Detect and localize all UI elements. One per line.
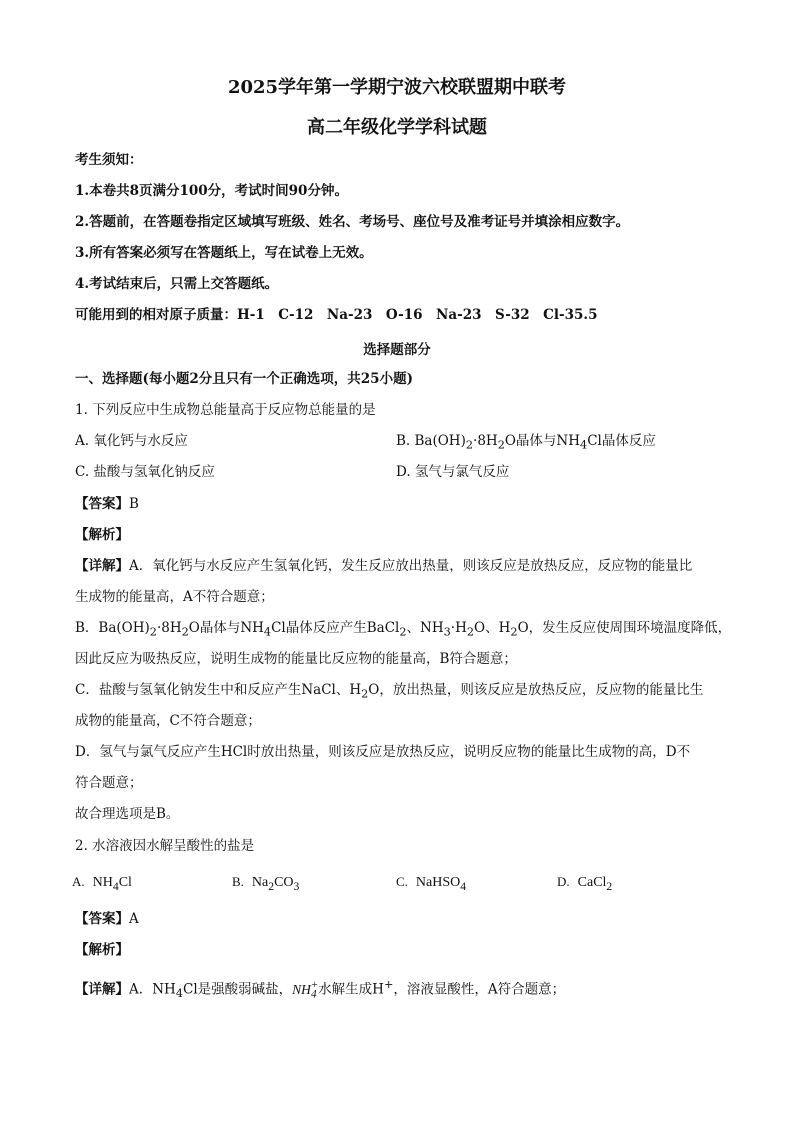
q2-detail-a: 【详解】A．$NH_4Cl$是强酸弱碱盐，$NH_4^+$水解生成H+，溶液显酸性，A符合题意； — [75, 978, 566, 1001]
q1-option-a: A. 氧化钙与水反应 — [75, 433, 188, 449]
q1-detail-a: 【详解】A．氧化钙与水反应产生氢氧化钙，发生反应放出热量，则该反应是放热反应，反应物的能量比 — [75, 558, 693, 574]
q1-answer: 【答案】B — [75, 496, 139, 512]
section-heading: 一、选择题(每小题2分且只有一个正确选项，共25小题) — [75, 371, 413, 387]
q2-analysis-tag: 【解析】 — [75, 942, 129, 958]
q1-detail-d-cont: 符合题意； — [75, 775, 143, 791]
q1-option-d: D. 氢气与氯气反应 — [396, 464, 510, 480]
section-part-label: 选择题部分 — [363, 342, 431, 358]
exam-subtitle: 高二年级化学学科试题 — [307, 117, 487, 138]
q2-option-b: B. $Na_2CO_3$ — [232, 874, 300, 893]
q1-option-c: C. 盐酸与氢氧化钠反应 — [75, 464, 215, 480]
q2-option-c: C. NaHSO$_4$ — [396, 874, 467, 893]
q1-stem: 1. 下列反应中生成物总能量高于反应物总能量的是 — [75, 402, 376, 418]
atomic-mass-line: 可能用到的相对原子质量：H-1 C-12 Na-23 O-16 Na-23 S-32 Cl-35.5 — [75, 307, 598, 323]
q2-stem: 2. 水溶液因水解呈酸性的盐是 — [75, 838, 255, 854]
q1-detail-b: B．$Ba(OH)_2\cdot 8H_2O$晶体与$NH_4Cl$晶体反应产生BaCl$_2$、$NH_3\cdot H_2O$、$H_2O$，发生反应使周围环境温度降低， — [75, 620, 732, 639]
notice-item: 2.答题前，在答题卷指定区域填写班级、姓名、考场号、座位号及准考证号并填涂相应数字。 — [75, 214, 630, 230]
q2-option-a: A. $NH_4Cl$ — [72, 874, 132, 893]
q1-detail-c: C．盐酸与氢氧化钠发生中和反应产生NaCl、$H_2O$，放出热量，则该反应是放热反应，反应物的能量比生 — [75, 682, 704, 701]
notice-item: 1.本卷共8页满分100分，考试时间90分钟。 — [75, 183, 348, 199]
q2-answer: 【答案】A — [75, 911, 139, 927]
notice-item: 4.考试结束后，只需上交答题纸。 — [75, 276, 279, 292]
q1-detail-d: D．氢气与氯气反应产生HCl时放出热量，则该反应是放热反应，说明反应物的能量比生成物的高，D不 — [75, 744, 691, 760]
notice-item: 3.所有答案必须写在答题纸上，写在试卷上无效。 — [75, 245, 373, 261]
notice-heading: 考生须知： — [75, 152, 143, 168]
q1-conclusion: 故合理选项是B。 — [75, 806, 180, 822]
q1-detail-a-cont: 生成物的能量高，A不符合题意； — [75, 589, 274, 605]
q1-detail-c-cont: 成物的能量高，C不符合题意； — [75, 713, 261, 729]
q1-option-b: B. $Ba(OH)_2\cdot 8H_2O$晶体与$NH_4Cl$晶体反应 — [396, 433, 656, 452]
q1-analysis-tag: 【解析】 — [75, 527, 129, 543]
q1-detail-b-cont: 因此反应为吸热反应，说明生成物的能量比反应物的能量高，B符合题意； — [75, 651, 517, 667]
q2-option-d: D. CaCl$_2$ — [557, 874, 613, 893]
exam-title: 2025学年第一学期宁波六校联盟期中联考 — [227, 77, 567, 98]
